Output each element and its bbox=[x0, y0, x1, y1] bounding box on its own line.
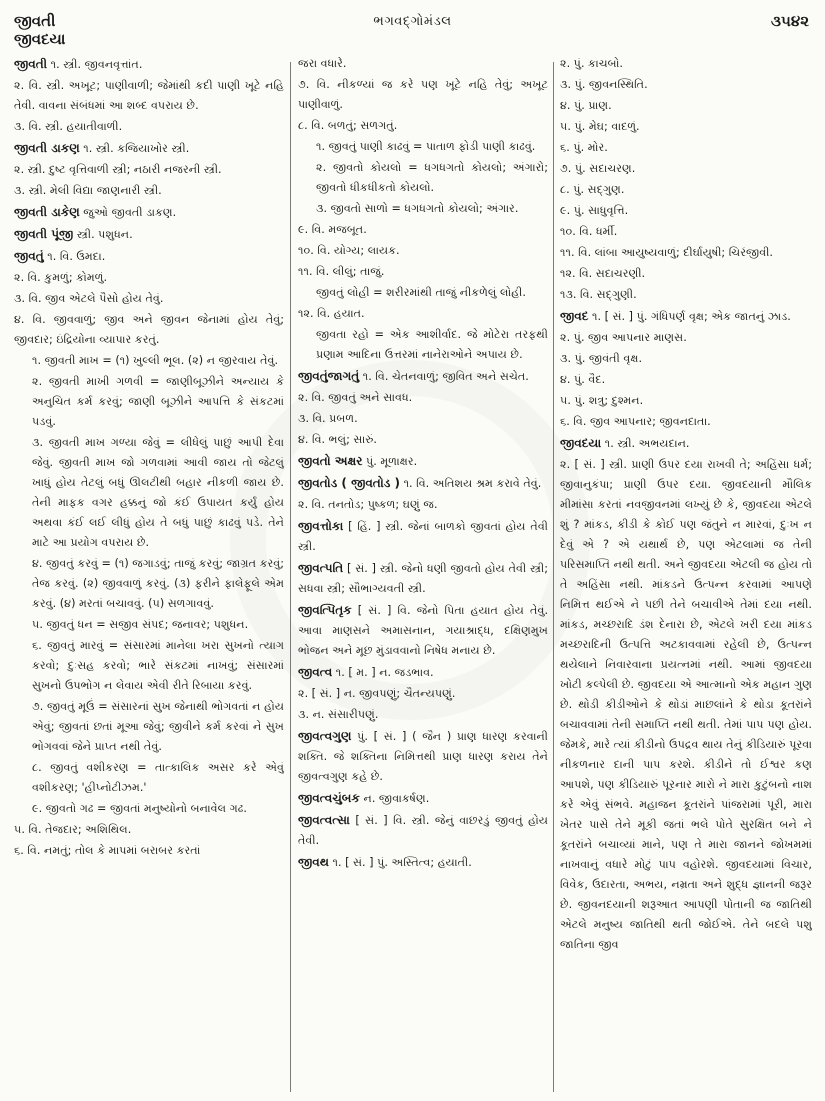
definition-text: જીવતા રહો = એક આશીર્વાદ. જે મોટેરા તરફથી પ્રણામ આદિના ઉત્તરમાં નાનેરાઓને અપાય છે. bbox=[316, 328, 548, 361]
sense-entry bbox=[560, 54, 812, 74]
sense-entry bbox=[298, 220, 548, 240]
definition-text: [ સં. ] વિ. જેનો પિતા હયાત હોય તેવું. આવા માણસને અમાસનાન, ગયાશ્રાદ્ધ, દક્ષિણમુખ ભોજન અને મૂછ મુંડાવવાનો નિષેધ મનાય છે. bbox=[298, 604, 548, 657]
usage-subentry bbox=[298, 158, 548, 198]
dictionary-headword-entry bbox=[14, 246, 284, 267]
headword: જીવત્વત્સા bbox=[298, 813, 350, 827]
definition-text: ૩. વિ. પ્રબળ. bbox=[298, 412, 358, 425]
headword: જીવત્તોકા bbox=[298, 519, 344, 533]
definition-text: જુઓ જીવતી ડાકણ. bbox=[79, 206, 177, 219]
sense-entry bbox=[14, 117, 284, 137]
headword: જીવતી પૂંજી bbox=[14, 227, 74, 241]
definition-text: ૧૨. વિ. સદાચરણી. bbox=[560, 267, 646, 280]
sense-entry bbox=[560, 243, 812, 263]
sense-entry bbox=[298, 262, 548, 282]
headword: જીવતોડ ( જીવતોડ ) bbox=[298, 476, 401, 490]
sense-entry bbox=[560, 264, 812, 284]
sense-entry bbox=[14, 268, 284, 288]
definition-text: ૨. સ્ત્રી. દુષ્ટ વૃત્તિવાળી સ્ત્રી; નઠારી નજરની સ્ત્રી. bbox=[14, 163, 222, 176]
sense-entry bbox=[560, 328, 812, 348]
definition-text: ૧૦. વિ. યોગ્ય; લાયક. bbox=[298, 244, 400, 257]
definition-text: ૩. ન. સંસારીપણું. bbox=[298, 708, 379, 721]
definition-text: ૪. વિ. જીવવાળું; જીવ અને જીવન જેનામાં હોય તેવું; જીવદાર; ઇંદ્રિયોના વ્યાપાર કરતું. bbox=[14, 313, 284, 346]
sense-entry bbox=[298, 54, 548, 74]
dictionary-headword-entry bbox=[298, 810, 548, 851]
page-number: ૩૫૪૨ bbox=[771, 12, 809, 30]
usage-subentry bbox=[298, 325, 548, 365]
definition-text: ૯. જીવતો ગઢ = જીવતાં મનુષ્યોનો બનાવેલ ગઢ. bbox=[32, 802, 247, 815]
usage-subentry bbox=[14, 799, 284, 819]
headword: જીવદયા bbox=[560, 436, 602, 450]
dictionary-headword-entry bbox=[298, 473, 548, 494]
definition-text: ૫. વિ. તેજદાર; અશિથિલ. bbox=[14, 823, 132, 836]
sense-entry bbox=[298, 116, 548, 136]
usage-subentry bbox=[298, 137, 548, 157]
sense-entry bbox=[560, 75, 812, 95]
headword: જીવતુંજાગતું bbox=[298, 369, 360, 383]
sense-entry bbox=[298, 705, 548, 725]
page-header bbox=[0, 6, 825, 50]
dictionary-headword-entry bbox=[298, 451, 548, 472]
headword: જીવતી bbox=[14, 57, 48, 71]
definition-text: [ સં. ] વિ. સ્ત્રી. જેનું વાછરડું જીવતું હોય તેવી. bbox=[298, 814, 548, 847]
definition-text: ૩. પું. જીવનસ્થિતિ. bbox=[560, 78, 648, 91]
dictionary-headword-entry bbox=[298, 516, 548, 557]
headword: જીવતી ડાકેણ bbox=[14, 205, 80, 219]
usage-subentry bbox=[14, 433, 284, 553]
definition-text: ૪. પું. વૈદ. bbox=[560, 373, 606, 386]
dictionary-headword-entry bbox=[298, 558, 548, 599]
definition-text: ૫. પું. મેઘ; વાદળું. bbox=[560, 120, 640, 133]
sense-entry bbox=[560, 96, 812, 116]
definition-text: ૭. વિ. નીકળ્યાં જ કરે પણ ખૂટે નહિ તેવું; અખૂટ પાણીવાળું. bbox=[298, 78, 548, 111]
definition-text: ૧૧. વિ. લીલું; તાજું. bbox=[298, 265, 385, 278]
headword: જીવતી ડાકણ bbox=[14, 141, 80, 155]
dictionary-headword-entry bbox=[14, 54, 284, 75]
definition-text: ૧૦. વિ. ધર્મી. bbox=[560, 225, 618, 238]
book-title: ભગવદ્ગોમંડલ bbox=[373, 14, 452, 29]
usage-subentry bbox=[14, 351, 284, 371]
definition-text: પું. મૂળાક્ષર. bbox=[362, 455, 418, 468]
dictionary-headword-entry bbox=[560, 433, 812, 454]
definition-text: ૨. જીવતો કોયલો = ધગધગતો કોયલો; અંગારો; જીવતો ધીકધીકતો કોયલો. bbox=[316, 161, 548, 194]
definition-text: ૧. જીવતી માખ = (૧) ખુલ્લી ભૂલ. (૨) ન જીરવાય તેવું. bbox=[32, 354, 279, 367]
headword: જીવત્વચુંબક bbox=[298, 791, 360, 805]
headword: જીવદ bbox=[560, 309, 589, 323]
sense-entry bbox=[560, 455, 812, 955]
usage-subentry bbox=[14, 636, 284, 696]
definition-text: ૬. જીવતું મારવું = સંસારમાં માનેલા ખરા સુખનો ત્યાગ કરવો; દુઃસહ કરવો; ભારે સંકટમાં નાખવું; સંસારમાં સુખનો ઉપભોગ ન લેવાય એવી રીતે રિબાયા કરવું. bbox=[32, 639, 284, 692]
definition-text: ૧. જીવતું પાણી કાઢવું = પાતાળ ફોડી પાણી કાઢવું. bbox=[316, 140, 536, 153]
dictionary-headword-entry bbox=[298, 662, 548, 683]
sense-entry bbox=[560, 412, 812, 432]
usage-subentry bbox=[14, 615, 284, 635]
definition-text: ૩. જીવતી માખ ગળ્યા જેવું = લીધેલું પાછું આપી દેવા જેવું. જીવતી માખ જો ગળવામાં આવી જાય તો જેટલું ખાધું હોય તેટલું બધું ઊલટીથી બહાર નીકળી જાય છે. તેની માફક વગર હક્કનું જો કંઈ ઉપાયત કર્યું હોય અથવા કંઈ લઈ લીધું હોય તે બધું પાછું કાઢવું પડે. તેને માટે આ પ્રયોગ વપરાય છે. bbox=[32, 436, 284, 549]
definition-text: ૨. [ સં. ] સ્ત્રી. પ્રાણી ઉપર દયા રાખવી તે; અહિંસા ધર્મ; જીવાનુકંપા; પ્રાણી ઉપર દયા. જીવદયાની મૌલિક મીમાંસા કરતાં નવજીવનમાં લખ્યું છે કે, જીવદયા એટલે શું ? માંકડ, કીડી કે કોઈ પણ જંતુને ન મારવાં, દુઃખ ન દેવું એ ? એ યથાર્થ છે, પણ એટલામાં જ તેની પરિસમાપ્તિ નથી થતી. અને જીવદયા એટલી જ હોય તો તે અહિંસા નથી. માંકડને ઉત્પન્ન કરવામાં આપણે નિમિત્ત થઈએ ને પછી તેને બચાવીએ તેમાં દયા નથી. માંકડ, મચ્છરાદિ ડંશ દેનારા છે, એટલે ખરી દયા માંકડ મચ્છરાદિની ઉત્પત્તિ અટકાવવામાં રહેલી છે, ઉત્પન્ન થયેલાને નિવારવાના પ્રયત્નમાં નથી. આમાં જીવદયા ખોટી કલ્પેલી છે. જીવદયા એ આત્માનો એક મહાન ગુણ છે. થોડી કીડીઓને કે થોડાં માછલાંને કે થોડા કૂતરાંને બચાવવામાં તેની સમાપ્તિ નથી થતી. તેમાં પાપ પણ હોય. જેમકે, મારે ત્યાં કીડીનો ઉપદ્રવ થાય તેનું કીડિયારું પૂરવા નીકળનાર દાની પાપ કરશે. કીડીને તો ઈશ્વર કણ આપશે, પણ કીડિયારું પૂરનાર મારો ને મારા કુટુંબનો નાશ કરે એવું સંભવે. મહાજન કૂતરાંને પાંજરામાં પૂરી, મારા ખેતર પાસે તેને મૂકી જતાં ભલે પોતે સુરક્ષિત બને ને કૂતરાંને બચાવ્યાં માને, પણ તે મારા જાનને જોખમમાં નાખવાનું વધારે મોટું પાપ વહોરશે. જીવદયામાં વિચાર, વિવેક, ઉદારતા, અભય, નમ્રતા અને શુદ્ધ જ્ઞાનની જરૂર છે. જીવનદયાની શરૂઆત આપણી પોતાની જ જાતિથી એટલે મનુષ્ય જાતિથી થતી જોઈએ. તેને બદલે પશુ જાતિના જીવ bbox=[560, 458, 812, 951]
dictionary-headword-entry bbox=[14, 224, 284, 245]
definition-text: ૧. સ્ત્રી. જીવનવૃત્તાંત. bbox=[47, 58, 143, 71]
dictionary-headword-entry bbox=[298, 852, 548, 873]
definition-text: ૧. [ સં. ] પું. ગંધિપર્ણ વૃક્ષ; એક જાતનું ઝાડ. bbox=[588, 310, 791, 323]
sense-entry bbox=[14, 820, 284, 840]
headword: જીવત્વગુણ bbox=[298, 729, 352, 743]
column-3 bbox=[560, 54, 812, 1094]
headword: જીવતો અક્ષર bbox=[298, 454, 363, 468]
definition-text: ન. જીવાકર્ષણ. bbox=[359, 792, 430, 805]
definition-text: ૨. વિ. સ્ત્રી. અખૂટ; પાણીવાળી; જેમાંથી કદી પાણી ખૂટે નહિ તેવી. વાવના સંબંધમાં આ શબ્દ વપરાય છે. bbox=[14, 79, 284, 112]
sense-entry bbox=[298, 304, 548, 324]
headword: જીવત્પિતૃક bbox=[298, 603, 352, 617]
definition-text: ૩. સ્ત્રી. મેલી વિદ્યા જાણનારી સ્ત્રી. bbox=[14, 184, 162, 197]
column-divider bbox=[553, 62, 554, 1092]
definition-text: ૧. [ મ. ] ન. જડભાવ. bbox=[332, 666, 434, 679]
definition-text: ૯. પું. સાધુવૃત્તિ. bbox=[560, 204, 629, 217]
sense-entry bbox=[14, 76, 284, 116]
sense-entry bbox=[14, 181, 284, 201]
headword: જીવત્પતિ bbox=[298, 561, 344, 575]
definition-text: ૨. વિ. કુમળું; કોમળું. bbox=[14, 271, 108, 284]
definition-text: ૧. વિ. અતિશય શ્રમ કરાવે તેવું. bbox=[400, 477, 542, 490]
sense-entry bbox=[14, 841, 284, 861]
definition-text: સ્ત્રી. પશુધન. bbox=[73, 228, 133, 241]
column-1 bbox=[14, 54, 284, 1094]
column-divider bbox=[290, 62, 291, 1092]
definition-text: ૬. વિ. જીવ આપનાર; જીવનદાતા. bbox=[560, 415, 711, 428]
definition-text: ૨. પું. કાચબો. bbox=[560, 57, 623, 70]
sense-entry bbox=[298, 495, 548, 515]
definition-text: ૩. જીવતો સાળો = ધગધગતો કોયલો; અંગાર. bbox=[316, 202, 519, 215]
definition-text: ૧. [ સં. ] પું. અસ્તિત્વ; હયાતી. bbox=[328, 856, 472, 869]
definition-text: ૧. સ્ત્રી. અભયદાન. bbox=[601, 437, 690, 450]
headword: જીવથ bbox=[298, 855, 329, 869]
definition-text: ૧. વિ. ચેતનવાળું; જીવિત અને સચેત. bbox=[359, 370, 529, 383]
guide-word-first: જીવતી bbox=[14, 12, 56, 30]
definition-text: ૯. વિ. મજબૂત. bbox=[298, 223, 367, 236]
dictionary-headword-entry bbox=[298, 788, 548, 809]
definition-text: ૨. વિ. જીવતું અને સાવધ. bbox=[298, 391, 413, 404]
dictionary-headword-entry bbox=[298, 726, 548, 787]
sense-entry bbox=[560, 349, 812, 369]
definition-text: ૫. પું. શત્રુ; દુશ્મન. bbox=[560, 394, 644, 407]
definition-text: ૮. જીવતું વશીકરણ = તાત્કાલિક અસર કરે એવું વશીકરણ; 'હીપ્નોટીઝમ.' bbox=[32, 761, 284, 794]
definition-text: ૩. વિ. સ્ત્રી. હયાતીવાળી. bbox=[14, 120, 123, 133]
sense-entry bbox=[14, 310, 284, 350]
usage-subentry bbox=[14, 372, 284, 432]
sense-entry bbox=[560, 159, 812, 179]
definition-text: ૪. વિ. ભલું; સારું. bbox=[298, 433, 377, 446]
sense-entry bbox=[298, 388, 548, 408]
sense-entry bbox=[560, 370, 812, 390]
definition-text: ૧૨. વિ. હયાત. bbox=[298, 307, 365, 320]
definition-text: ૫. જીવતું ધન = સજીવ સંપદ; જનાવર; પશુધન. bbox=[32, 618, 249, 631]
definition-text: ૨. [ સં. ] ન. જીવપણું; ચૈતન્યપણું. bbox=[298, 687, 456, 700]
definition-text: ૭. જીવતું મૂઉં = સંસારનાં સુખ જેનાથી ભોગવતાં ન હોય એવું; જીવતાં છતાં મૂઆ જેવું; જીવીને કર્મ કરવાં ને સુખ ભોગવવાં જેને પ્રાપ્ત નથી તેવું. bbox=[32, 700, 284, 753]
sense-entry bbox=[298, 75, 548, 115]
guide-word-last: જીવદયા bbox=[14, 30, 66, 48]
dictionary-headword-entry bbox=[14, 138, 284, 159]
sense-entry bbox=[298, 430, 548, 450]
headword: જીવતું bbox=[14, 249, 44, 263]
definition-text: ૧૧. વિ. લાંબા આયુષ્યવાળું; દીર્ઘાયુષી; ચિરંજીવી. bbox=[560, 246, 773, 259]
sense-entry bbox=[298, 409, 548, 429]
sense-entry bbox=[560, 201, 812, 221]
definition-text: ૨. વિ. તનતોડ; પુષ્કળ; ઘણું જ. bbox=[298, 498, 438, 511]
definition-text: ૧. સ્ત્રી. કજિયાખોર સ્ત્રી. bbox=[79, 142, 190, 155]
definition-text: ૪. જીવતું કરવું = (૧) જગાડવું; તાજું કરવું; જાગ્રત કરવું; તેજ કરવું. (૨) જીવવાળું કરવું. (૩) ફરીને ફાલેફૂલે એમ કરવું. (૪) મરતાં બચાવવું. (૫) સળગાવવું. bbox=[32, 557, 284, 610]
definition-text: ૩. વિ. જીવ એટલે પૈસો હોય તેવું. bbox=[14, 292, 164, 305]
usage-subentry bbox=[14, 697, 284, 757]
dictionary-headword-entry bbox=[14, 202, 284, 223]
dictionary-headword-entry bbox=[298, 366, 548, 387]
definition-text: ૨. પું. જીવ આપનાર માણસ. bbox=[560, 331, 687, 344]
definition-text: ૮. વિ. બળતું; સળગતું. bbox=[298, 119, 398, 132]
definition-text: ૨. જીવતી માખી ગળવી = જાણીબૂઝીને અન્યાય કે અનુચિત કર્મ કરવું; જાણી બૂઝીને આપત્તિ કે સંકટમાં પડવું. bbox=[32, 375, 284, 428]
usage-subentry bbox=[14, 554, 284, 614]
sense-entry bbox=[298, 241, 548, 261]
definition-text: [ હિં. ] સ્ત્રી. જેનાં બાળકો જીવતાં હોય તેવી સ્ત્રી. bbox=[298, 520, 548, 553]
definition-text: ૪. પું. પ્રાણ. bbox=[560, 99, 612, 112]
sense-entry bbox=[14, 289, 284, 309]
sense-entry bbox=[560, 180, 812, 200]
definition-text: [ સં. ] સ્ત્રી. જેનો ધણી જીવતો હોય તેવી સ્ત્રી; સધવા સ્ત્રી; સૌભાગ્યવતી સ્ત્રી. bbox=[298, 562, 548, 595]
definition-text: ૩. પું. જીવંતી વૃક્ષ. bbox=[560, 352, 642, 365]
definition-text: ૧. વિ. ઉમદા. bbox=[43, 250, 106, 263]
definition-text: ૮. પું. સદ્ગુણ. bbox=[560, 183, 625, 196]
sense-entry bbox=[560, 138, 812, 158]
headword: જીવત્વ bbox=[298, 665, 333, 679]
dictionary-headword-entry bbox=[560, 306, 812, 327]
definition-text: ૬. પું. મોર. bbox=[560, 141, 608, 154]
sense-entry bbox=[298, 684, 548, 704]
sense-entry bbox=[14, 160, 284, 180]
definition-text: ૭. પું. સદાચરણ. bbox=[560, 162, 636, 175]
usage-subentry bbox=[14, 758, 284, 798]
usage-subentry bbox=[298, 283, 548, 303]
definition-text: જીવતું લોહી = શરીરમાંથી તાજું નીકળેલું લોહી. bbox=[316, 286, 526, 299]
definition-text: ૬. વિ. નમતું; તોલ કે માપમાં બરાબર કરતાં bbox=[14, 844, 201, 857]
sense-entry bbox=[560, 285, 812, 305]
sense-entry bbox=[560, 222, 812, 242]
column-2 bbox=[298, 54, 548, 1094]
dictionary-headword-entry bbox=[298, 600, 548, 661]
definition-text: ૧૩. વિ. સદ્ગુણી. bbox=[560, 288, 637, 301]
definition-text: જરા વધારે. bbox=[298, 57, 347, 70]
sense-entry bbox=[560, 117, 812, 137]
usage-subentry bbox=[298, 199, 548, 219]
definition-text: પું. [ સં. ] ( જૈન ) પ્રાણ ધારણ કરવાની શક્તિ. જે શક્તિના નિમિત્તથી પ્રાણ ધારણ કરાય તેને જીવત્વગુણ કહે છે. bbox=[298, 730, 548, 783]
sense-entry bbox=[560, 391, 812, 411]
